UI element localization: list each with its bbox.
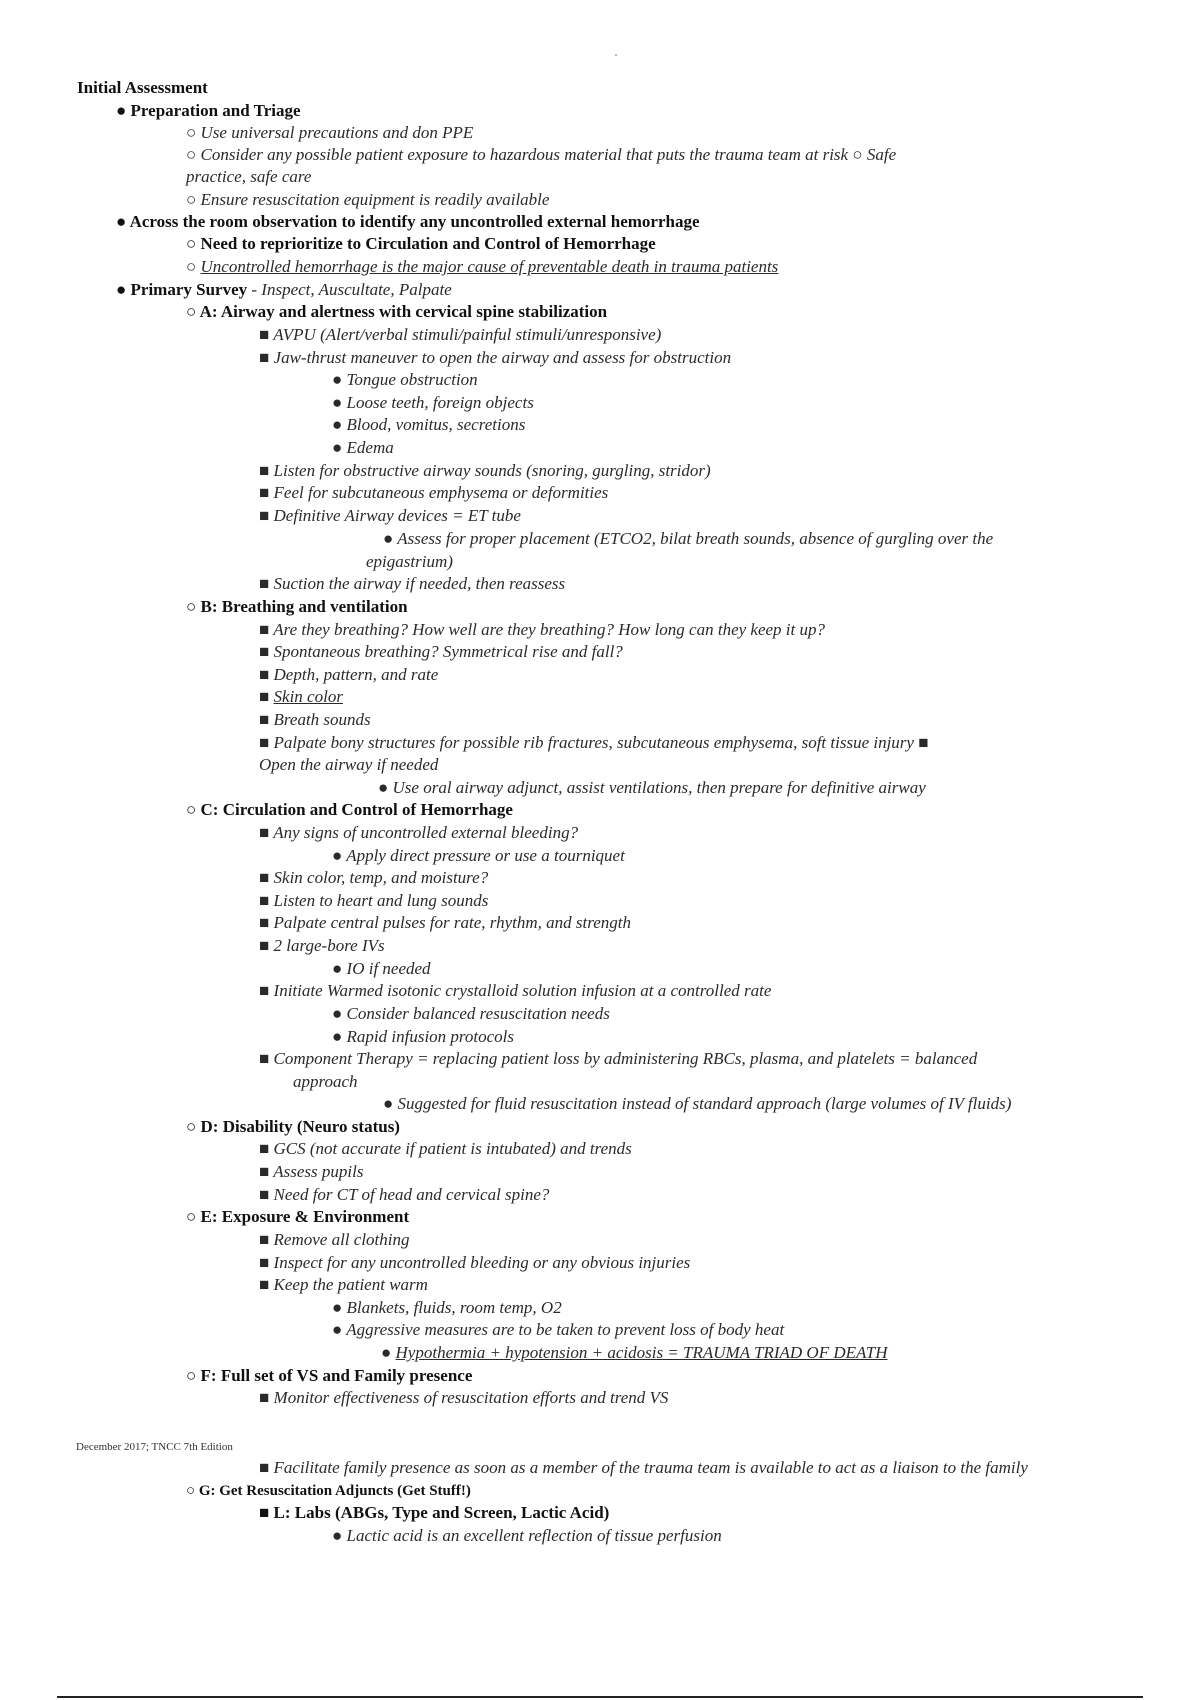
list-item: ■ Remove all clothing	[259, 1230, 410, 1249]
section-across-room	[116, 211, 700, 233]
subsection-d: ○ D: Disability (Neuro status)	[186, 1117, 400, 1136]
square-marker: ■	[259, 891, 270, 910]
list-item: ■ Breath sounds	[259, 710, 371, 729]
square-marker: ■	[259, 665, 270, 684]
list-item: ○ Use universal precautions and don PPE	[186, 123, 474, 142]
list-item: ● IO if needed	[332, 959, 431, 978]
square-marker: ■	[259, 1503, 270, 1522]
list-item: ■ Are they breathing? How well are they breathing? How long can they keep it up?	[259, 620, 825, 639]
list-item: ● Rapid infusion protocols	[332, 1027, 515, 1046]
square-marker: ■	[259, 506, 270, 525]
circle-marker: ○	[186, 145, 197, 164]
list-item: ■ Feel for subcutaneous emphysema or deformities	[259, 483, 609, 502]
list-item: ■ Palpate bony structures for possible rib fractures, subcutaneous emphysema, soft tissue injury ■	[259, 733, 929, 752]
square-marker: ■	[259, 1049, 270, 1068]
square-marker: ■	[259, 461, 270, 480]
section-preparation	[116, 100, 301, 122]
list-item: ■ 2 large-bore IVs	[259, 936, 385, 955]
list-item: ● Loose teeth, foreign objects	[332, 393, 534, 412]
page-footer: December 2017; TNCC 7th Edition	[76, 1441, 233, 1453]
list-item: ● Tongue obstruction	[332, 370, 478, 389]
bullet-marker: ●	[332, 846, 343, 865]
square-marker: ■	[259, 574, 270, 593]
list-item: ■ Need for CT of head and cervical spine?	[259, 1185, 550, 1204]
list-item: ● Use oral airway adjunct, assist ventilations, then prepare for definitive airway	[378, 778, 926, 797]
square-marker: ■	[259, 1185, 270, 1204]
bullet-marker: ●	[378, 778, 389, 797]
section-sub: - Inspect, Auscultate, Palpate	[247, 280, 452, 299]
list-item: ■ Skin color, temp, and moisture?	[259, 868, 489, 887]
list-item: ■ Palpate central pulses for rate, rhythm, and strength	[259, 913, 631, 932]
circle-marker: ○	[186, 1366, 197, 1385]
bullet-marker: ●	[332, 1320, 343, 1339]
bullet-marker: ●	[332, 415, 343, 434]
circle-marker: ○	[186, 123, 197, 142]
square-marker: ■	[259, 1139, 270, 1158]
subsection-a: ○ A: Airway and alertness with cervical spine stabilization	[186, 302, 608, 321]
list-item-continuation: epigastrium)	[366, 552, 453, 571]
bottom-rule	[57, 1696, 1143, 1698]
list-item: ■ Initiate Warmed isotonic crystalloid solution infusion at a controlled rate	[259, 981, 772, 1000]
list-item: ○ Consider any possible patient exposure to hazardous material that puts the trauma team at risk ○ Safe	[186, 145, 897, 164]
square-marker: ■	[259, 936, 270, 955]
list-item: ○ Need to reprioritize to Circulation and Control of Hemorrhage	[186, 234, 656, 253]
bullet-marker: ●	[116, 212, 127, 231]
square-marker: ■	[259, 1162, 270, 1181]
list-item: ■ Keep the patient warm	[259, 1275, 428, 1294]
square-marker: ■	[259, 642, 270, 661]
list-item: ■ Listen for obstructive airway sounds (snoring, gurgling, stridor)	[259, 461, 711, 480]
list-item: ● Assess for proper placement (ETCO2, bilat breath sounds, absence of gurgling over the	[383, 529, 994, 548]
list-item: ● Hypothermia + hypotension + acidosis = TRAUMA TRIAD OF DEATH	[381, 1343, 888, 1362]
bullet-marker: ●	[383, 529, 394, 548]
bullet-marker: ●	[332, 1526, 343, 1545]
list-item: ● Consider balanced resuscitation needs	[332, 1004, 610, 1023]
bullet-marker: ●	[332, 959, 343, 978]
square-marker: ■	[259, 483, 270, 502]
list-item: ○ Ensure resuscitation equipment is readily available	[186, 190, 550, 209]
square-marker: ■	[259, 823, 270, 842]
square-marker: ■	[259, 868, 270, 887]
bullet-marker: ●	[332, 370, 343, 389]
bullet-marker: ●	[332, 1298, 343, 1317]
section-primary-survey	[116, 279, 452, 301]
square-marker: ■	[259, 1230, 270, 1249]
bullet-marker: ●	[332, 1027, 343, 1046]
list-item: ■ Facilitate family presence as soon as a member of the trauma team is available to act as a liaison to the family	[259, 1458, 1028, 1477]
circle-marker: ○	[186, 597, 197, 616]
bullet-marker: ●	[332, 1004, 343, 1023]
list-item: ■ Monitor effectiveness of resuscitation efforts and trend VS	[259, 1388, 669, 1407]
list-item: ■ Definitive Airway devices = ET tube	[259, 506, 521, 525]
list-item: ■ Listen to heart and lung sounds	[259, 891, 489, 910]
list-item: ■ Depth, pattern, and rate	[259, 665, 439, 684]
section-label: Primary Survey	[130, 280, 248, 299]
square-marker: ■	[259, 620, 270, 639]
list-item: ■ Any signs of uncontrolled external bleeding?	[259, 823, 579, 842]
square-marker: ■	[259, 325, 270, 344]
list-item: ■ AVPU (Alert/verbal stimuli/painful stimuli/unresponsive)	[259, 325, 662, 344]
list-item: ■ Spontaneous breathing? Symmetrical rise and fall?	[259, 642, 623, 661]
square-marker: ■	[259, 348, 270, 367]
square-marker: ■	[259, 1253, 270, 1272]
square-marker: ■	[259, 733, 270, 752]
bullet-marker: ●	[116, 280, 127, 299]
square-marker: ■	[259, 1388, 270, 1407]
list-item: ■ Assess pupils	[259, 1162, 364, 1181]
scan-speck	[615, 54, 617, 56]
list-item: ● Lactic acid is an excellent reflection of tissue perfusion	[332, 1526, 722, 1545]
section-label: Across the room observation to identify any uncontrolled external hemorrhage	[129, 212, 700, 231]
circle-marker: ○	[186, 234, 197, 253]
subsection-g: ○ G: Get Resuscitation Adjuncts (Get Stuff!)	[186, 1480, 471, 1502]
square-marker: ■	[259, 1458, 270, 1477]
subsection-c: ○ C: Circulation and Control of Hemorrhage	[186, 800, 513, 819]
list-item-continuation: approach	[293, 1072, 358, 1091]
circle-marker: ○	[186, 1207, 197, 1226]
square-marker: ■	[259, 913, 270, 932]
list-item-continuation: Open the airway if needed	[259, 755, 439, 774]
subsection-b: ○ B: Breathing and ventilation	[186, 597, 408, 616]
circle-marker: ○	[186, 1117, 197, 1136]
subsection-f: ○ F: Full set of VS and Family presence	[186, 1366, 473, 1385]
section-label: Preparation and Triage	[130, 101, 301, 120]
list-item: ● Aggressive measures are to be taken to prevent loss of body heat	[332, 1320, 785, 1339]
bullet-marker: ●	[332, 438, 343, 457]
bullet-marker: ●	[383, 1094, 394, 1113]
page-title: Initial Assessment	[77, 78, 208, 97]
list-item: ■ Jaw-thrust maneuver to open the airway and assess for obstruction	[259, 348, 732, 367]
list-item: ■ L: Labs (ABGs, Type and Screen, Lactic Acid)	[259, 1503, 610, 1522]
bullet-marker: ●	[332, 393, 343, 412]
list-item: ● Apply direct pressure or use a tourniquet	[332, 846, 625, 865]
list-item: ○ Uncontrolled hemorrhage is the major cause of preventable death in trauma patients	[186, 257, 779, 276]
list-item: ● Suggested for fluid resuscitation instead of standard approach (large volumes of IV fluids)	[383, 1094, 1012, 1113]
list-item: ■ Suction the airway if needed, then reassess	[259, 574, 566, 593]
bullet-marker: ●	[116, 101, 127, 120]
subsection-e: ○ E: Exposure & Environment	[186, 1207, 410, 1226]
list-item: ● Edema	[332, 438, 394, 457]
circle-marker: ○	[186, 800, 197, 819]
square-marker: ■	[259, 687, 270, 706]
square-marker: ■	[259, 710, 270, 729]
bullet-marker: ●	[381, 1343, 392, 1362]
list-item: ■ Skin color	[259, 687, 343, 706]
square-marker: ■	[259, 1275, 270, 1294]
list-item: ■ Component Therapy = replacing patient loss by administering RBCs, plasma, and platelets = balanced	[259, 1049, 978, 1068]
circle-marker: ○	[186, 1483, 196, 1499]
list-item-continuation: practice, safe care	[186, 167, 312, 186]
list-item: ■ Inspect for any uncontrolled bleeding or any obvious injuries	[259, 1253, 691, 1272]
list-item: ■ GCS (not accurate if patient is intubated) and trends	[259, 1139, 632, 1158]
circle-marker: ○	[186, 257, 197, 276]
list-item: ● Blood, vomitus, secretions	[332, 415, 526, 434]
circle-marker: ○	[186, 302, 197, 321]
circle-marker: ○	[186, 190, 197, 209]
list-item: ● Blankets, fluids, room temp, O2	[332, 1298, 562, 1317]
square-marker: ■	[259, 981, 270, 1000]
